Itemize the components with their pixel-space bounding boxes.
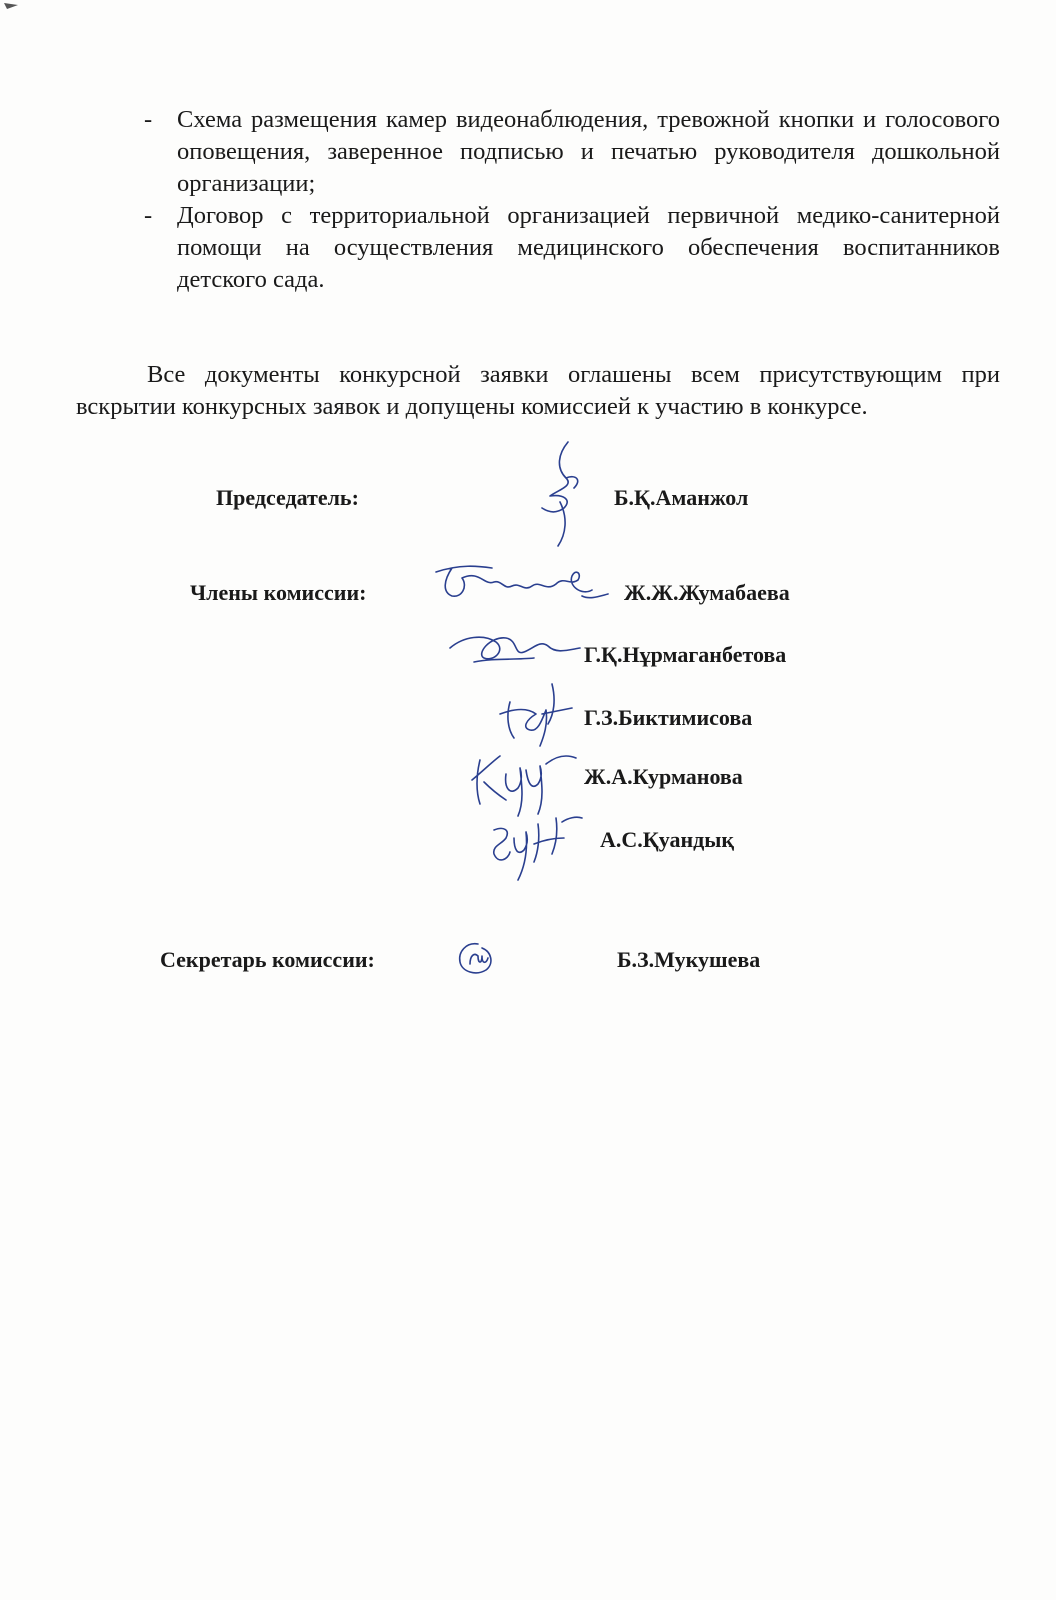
member-signature-5 bbox=[484, 808, 584, 882]
member-name: Ж.А.Курманова bbox=[584, 764, 743, 789]
members-label: Члены комиссии: bbox=[190, 580, 367, 605]
bullet-marker: - bbox=[144, 202, 153, 229]
list-item bbox=[140, 104, 1000, 200]
member-name: А.С.Қуандық bbox=[600, 827, 735, 852]
chair-label: Председатель: bbox=[216, 485, 359, 510]
member-name: Г.З.Биктимисова bbox=[584, 705, 753, 730]
chair-signature bbox=[528, 438, 600, 550]
chair-name: Б.Қ.Аманжол bbox=[614, 485, 749, 510]
list-item-text: Схема размещения камер видеонаблюдения, тревожной кнопки и голосового оповещения, заверенное подписью и печатью руководителя дошкольной организации; bbox=[177, 106, 1000, 197]
requirements-list bbox=[140, 104, 1000, 296]
member-signature-4 bbox=[466, 744, 586, 818]
list-item bbox=[140, 200, 1000, 296]
member-signature-1 bbox=[432, 556, 610, 620]
secretary-signature bbox=[452, 934, 502, 980]
member-name: Ж.Ж.Жумабаева bbox=[624, 580, 790, 605]
secretary-label: Секретарь комиссии: bbox=[160, 947, 375, 972]
member-signature-3 bbox=[496, 680, 576, 748]
scan-corner-mark bbox=[4, 2, 18, 10]
list-item-text: Договор с территориальной организацией первичной медико-санитерной помощи на осуществления медицинского обеспечения воспитанников детского сада. bbox=[177, 202, 1000, 293]
body-paragraph: Все документы конкурсной заявки оглашены всем присутствующим при вскрытии конкурсных заявок и допущены комиссией к участию в конкурсе. bbox=[76, 361, 1000, 420]
member-name: Г.Қ.Нұрмаганбетова bbox=[584, 642, 787, 667]
member-signature-2 bbox=[444, 622, 584, 680]
secretary-name: Б.З.Мукушева bbox=[617, 947, 761, 972]
bullet-marker: - bbox=[144, 106, 153, 133]
